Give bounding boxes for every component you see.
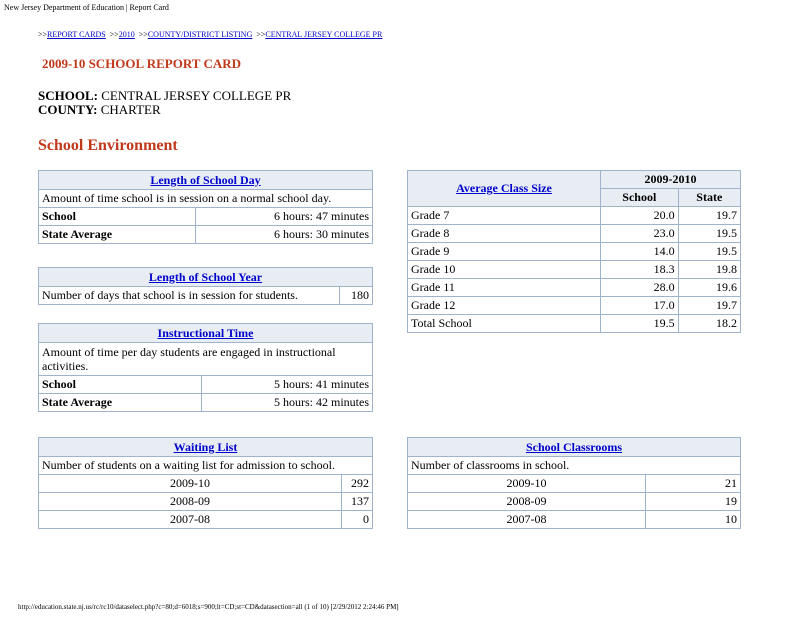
county-info (38, 102, 161, 118)
length-of-school-day-table (38, 170, 373, 244)
table-row (408, 475, 741, 493)
table-row (408, 279, 741, 297)
state-value: 19.7 (678, 207, 740, 225)
state-value: 19.8 (678, 261, 740, 279)
value-cell: 137 (342, 493, 373, 511)
col-state: State (678, 189, 740, 207)
year-cell: 2007-08 (39, 511, 342, 529)
class-size-year: 2009-2010 (601, 171, 741, 189)
breadcrumb-separator: >> (109, 30, 119, 39)
school-value: 20.0 (601, 207, 679, 225)
length-of-school-year-value: 180 (340, 287, 373, 305)
breadcrumb-report-cards[interactable]: REPORT CARDS (47, 30, 106, 39)
state-value: 18.2 (678, 315, 740, 333)
grade-label: Grade 11 (408, 279, 601, 297)
school-classrooms-desc: Number of classrooms in school. (408, 457, 741, 475)
value-cell: 0 (342, 511, 373, 529)
length-of-school-year-desc: Number of days that school is in session for students. (39, 287, 340, 305)
report-title: 2009-10 SCHOOL REPORT CARD (42, 56, 242, 71)
row-label: State Average (39, 394, 202, 412)
school-value: 23.0 (601, 225, 679, 243)
school-value: 18.3 (601, 261, 679, 279)
value-cell: 21 (646, 475, 741, 493)
instructional-time-desc: Amount of time per day students are engaged in instructional activities. (39, 343, 373, 376)
grade-label: Grade 8 (408, 225, 601, 243)
breadcrumb-separator: >> (38, 30, 48, 39)
county-name: CHARTER (100, 102, 161, 117)
length-of-school-day-desc: Amount of time school is in session on a normal school day. (39, 190, 373, 208)
table-row (39, 475, 373, 493)
row-label: School (39, 376, 202, 394)
section-title: School Environment (38, 137, 178, 154)
grade-label: Grade 10 (408, 261, 601, 279)
table-row (408, 207, 741, 225)
average-class-size-table (407, 170, 741, 333)
table-row (408, 243, 741, 261)
length-of-school-year-title[interactable]: Length of School Year (39, 268, 373, 287)
year-cell: 2008-09 (39, 493, 342, 511)
value-cell: 292 (342, 475, 373, 493)
school-value: 14.0 (601, 243, 679, 261)
breadcrumb-separator: >> (256, 30, 266, 39)
breadcrumb (38, 30, 382, 39)
school-classrooms-title[interactable]: School Classrooms (408, 438, 741, 457)
grade-label: Grade 7 (408, 207, 601, 225)
breadcrumb-county-listing[interactable]: COUNTY/DISTRICT LISTING (147, 30, 253, 39)
waiting-list-title[interactable]: Waiting List (39, 438, 373, 457)
row-value: 5 hours: 42 minutes (202, 394, 373, 412)
table-row (39, 208, 373, 226)
grade-label: Grade 9 (408, 243, 601, 261)
row-value: 6 hours: 47 minutes (196, 208, 373, 226)
row-label: State Average (39, 226, 196, 244)
row-value: 5 hours: 41 minutes (202, 376, 373, 394)
table-row (39, 226, 373, 244)
col-school: School (601, 189, 679, 207)
window-title: New Jersey Department of Education | Report Card (4, 3, 169, 12)
state-value: 19.5 (678, 225, 740, 243)
school-label: SCHOOL: (38, 88, 98, 103)
table-row (408, 261, 741, 279)
year-cell: 2008-09 (408, 493, 646, 511)
year-cell: 2009-10 (39, 475, 342, 493)
table-row (408, 297, 741, 315)
table-row (39, 511, 373, 529)
school-classrooms-table (407, 437, 741, 529)
table-row (408, 493, 741, 511)
table-row (408, 315, 741, 333)
county-label: COUNTY: (38, 102, 98, 117)
year-cell: 2009-10 (408, 475, 646, 493)
state-value: 19.5 (678, 243, 740, 261)
breadcrumb-separator: >> (138, 30, 148, 39)
row-label: School (39, 208, 196, 226)
instructional-time-title[interactable]: Instructional Time (39, 324, 373, 343)
waiting-list-desc: Number of students on a waiting list for admission to school. (39, 457, 373, 475)
grade-label: Total School (408, 315, 601, 333)
instructional-time-table (38, 323, 373, 412)
table-row (39, 493, 373, 511)
state-value: 19.6 (678, 279, 740, 297)
value-cell: 19 (646, 493, 741, 511)
year-cell: 2007-08 (408, 511, 646, 529)
length-of-school-year-table (38, 267, 373, 305)
waiting-list-table (38, 437, 373, 529)
average-class-size-title[interactable]: Average Class Size (408, 171, 601, 207)
page-footer-url: http://education.state.nj.us/rc/rc10/dataselect.php?c=80;d=6018;s=900;lt=CD;st=CD&datasection=all (1 of 10) [2/29/2012 2:24:46 PM] (18, 603, 399, 611)
school-value: 17.0 (601, 297, 679, 315)
school-value: 19.5 (601, 315, 679, 333)
breadcrumb-school[interactable]: CENTRAL JERSEY COLLEGE PR (265, 30, 383, 39)
value-cell: 10 (646, 511, 741, 529)
table-row (408, 225, 741, 243)
table-row (39, 394, 373, 412)
breadcrumb-year[interactable]: 2010 (118, 30, 135, 39)
school-name: CENTRAL JERSEY COLLEGE PR (101, 88, 292, 103)
state-value: 19.7 (678, 297, 740, 315)
row-value: 6 hours: 30 minutes (196, 226, 373, 244)
length-of-school-day-title[interactable]: Length of School Day (39, 171, 373, 190)
grade-label: Grade 12 (408, 297, 601, 315)
school-value: 28.0 (601, 279, 679, 297)
table-row (408, 511, 741, 529)
table-row (39, 376, 373, 394)
